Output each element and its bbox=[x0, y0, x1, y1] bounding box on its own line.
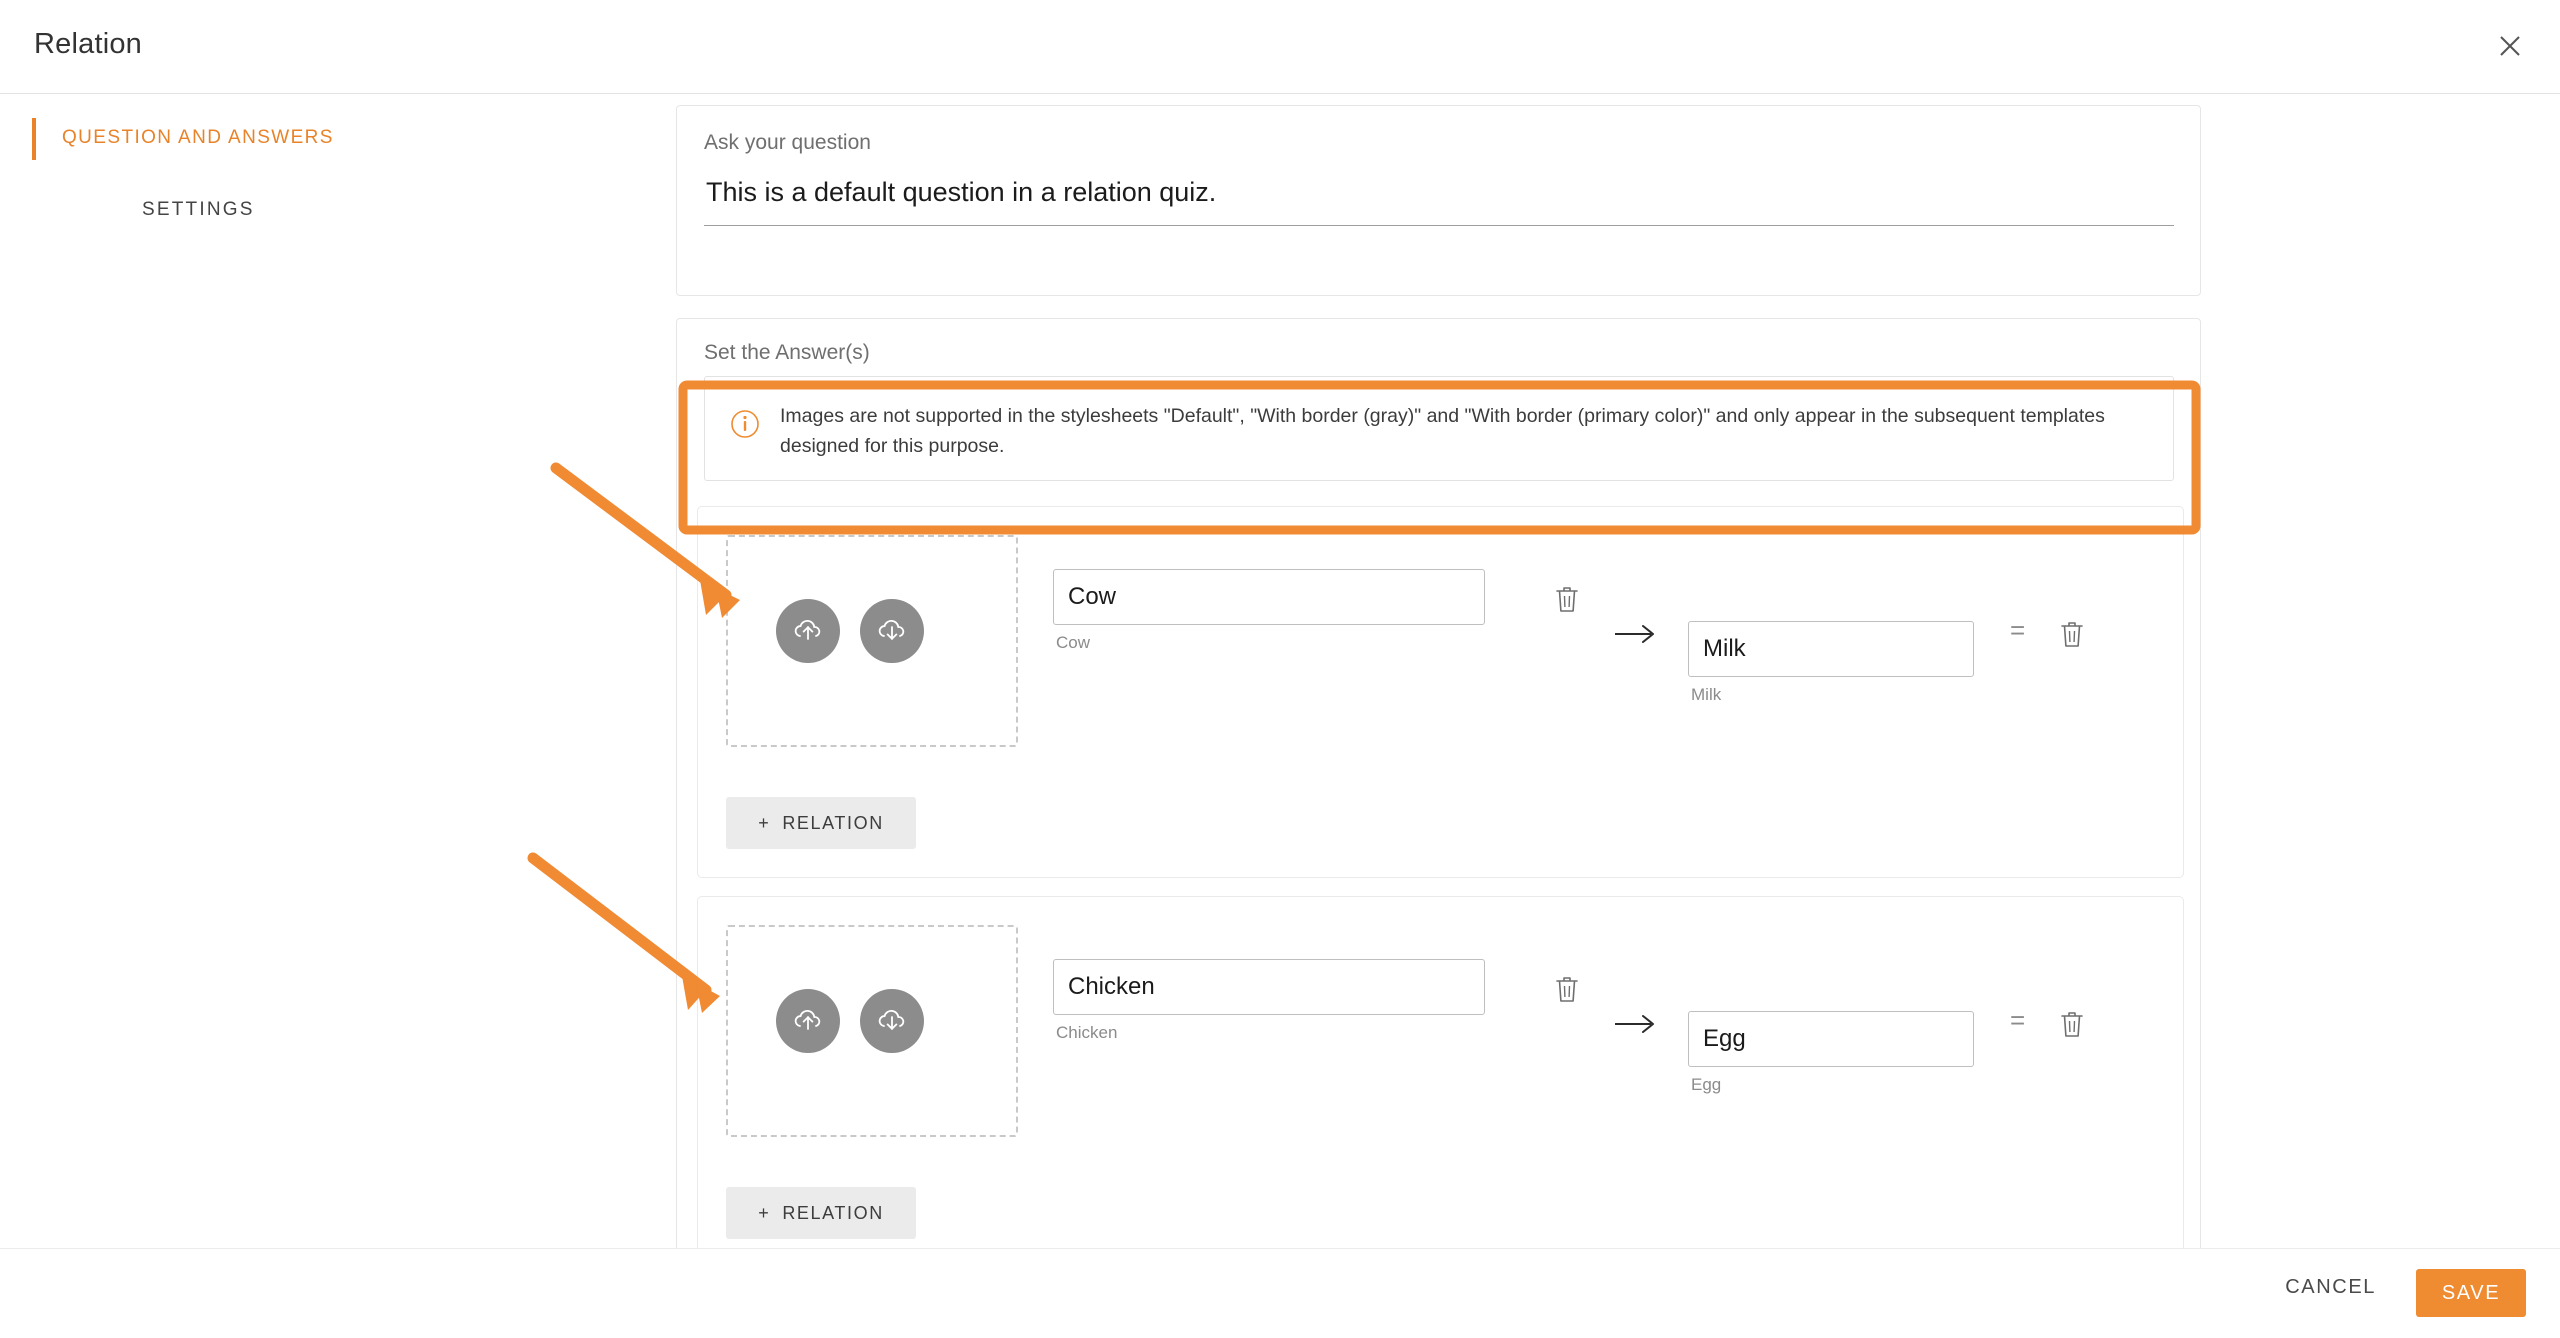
relation-equals-label: = bbox=[2010, 1005, 2026, 1035]
answers-card bbox=[676, 318, 2201, 1338]
plus-icon: + bbox=[758, 1202, 771, 1223]
add-relation-button[interactable] bbox=[726, 797, 916, 849]
plus-icon: + bbox=[758, 812, 771, 833]
image-dropzone[interactable] bbox=[726, 925, 1018, 1137]
relation-group bbox=[697, 506, 2184, 878]
sidebar-item-question-and-answers[interactable] bbox=[0, 112, 660, 164]
cancel-button[interactable]: CANCEL bbox=[2279, 1275, 2382, 1300]
cloud-upload-icon[interactable] bbox=[776, 989, 840, 1053]
relation-left-input[interactable] bbox=[1053, 959, 1485, 1015]
relation-right-input[interactable] bbox=[1688, 1011, 1974, 1067]
image-dropzone[interactable] bbox=[726, 535, 1018, 747]
close-icon[interactable] bbox=[2488, 24, 2532, 68]
question-input[interactable] bbox=[704, 168, 2174, 226]
sidebar-item-label: QUESTION AND ANSWERS bbox=[62, 127, 334, 148]
add-relation-label: RELATION bbox=[782, 1202, 884, 1223]
add-relation-label: RELATION bbox=[782, 812, 884, 833]
relation-left-caption: Cow bbox=[1056, 633, 1091, 652]
dialog-footer bbox=[0, 1248, 2560, 1338]
info-banner bbox=[704, 376, 2174, 481]
relation-right-input[interactable] bbox=[1688, 621, 1974, 677]
relation-right-caption: Egg bbox=[1691, 1075, 1722, 1094]
sidebar-item-settings[interactable] bbox=[0, 184, 660, 236]
relation-left-delete-icon[interactable] bbox=[1553, 974, 1581, 1009]
info-banner-text: Images are not supported in the stylesheets "Default", "With border (gray)" and "With border (primary color)" and only appear in the subsequent templates designed for this purpose. bbox=[780, 405, 2105, 457]
active-indicator bbox=[32, 118, 36, 160]
info-circle-icon bbox=[730, 409, 760, 439]
dialog-header bbox=[0, 0, 2560, 94]
page-title: Relation bbox=[34, 28, 142, 60]
cloud-download-icon[interactable] bbox=[860, 599, 924, 663]
save-button[interactable]: SAVE bbox=[2416, 1269, 2526, 1317]
relation-equals-label: = bbox=[2010, 615, 2026, 645]
arrow-right-icon bbox=[1613, 621, 1657, 647]
sidebar-item-label: SETTINGS bbox=[142, 199, 255, 220]
relation-left-input[interactable] bbox=[1053, 569, 1485, 625]
relation-left-caption: Chicken bbox=[1056, 1023, 1118, 1042]
cloud-upload-icon[interactable] bbox=[776, 599, 840, 663]
question-card bbox=[676, 105, 2201, 296]
relation-row-delete-icon[interactable] bbox=[2058, 1009, 2086, 1044]
question-label: Ask your question bbox=[704, 131, 871, 154]
relation-left-delete-icon[interactable] bbox=[1553, 584, 1581, 619]
answers-label: Set the Answer(s) bbox=[704, 341, 870, 364]
relation-row-delete-icon[interactable] bbox=[2058, 619, 2086, 654]
relation-group bbox=[697, 896, 2184, 1268]
relation-right-caption: Milk bbox=[1691, 685, 1722, 704]
sidebar bbox=[0, 94, 660, 1244]
arrow-right-icon bbox=[1613, 1011, 1657, 1037]
cloud-download-icon[interactable] bbox=[860, 989, 924, 1053]
add-relation-button[interactable] bbox=[726, 1187, 916, 1239]
